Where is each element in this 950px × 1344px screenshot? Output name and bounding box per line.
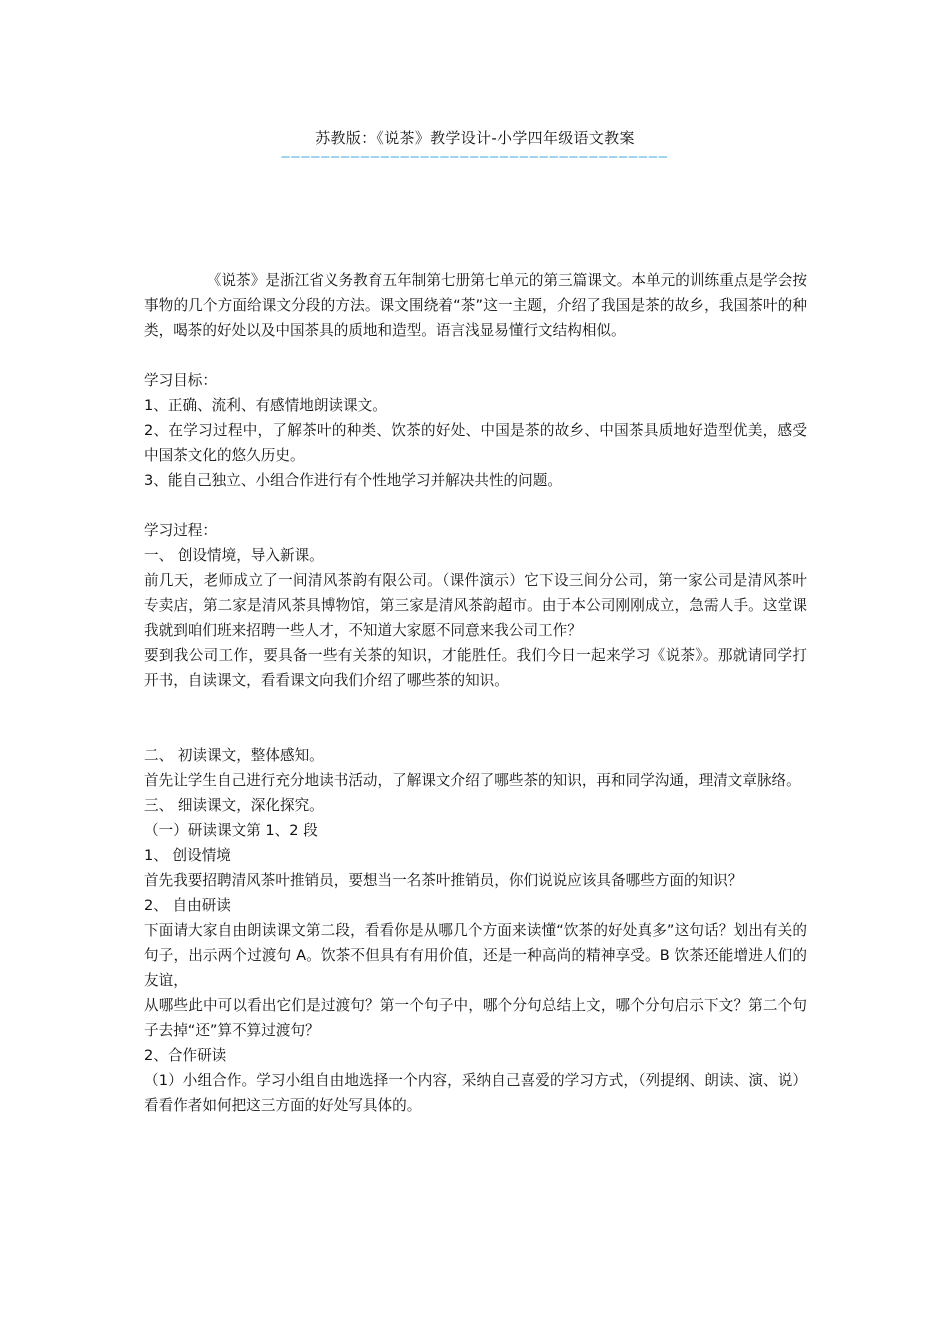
goal-item: 2、在学习过程中，了解茶叶的种类、饮茶的好处、中国是茶的故乡、中国茶具质地好造型优美，感受中国茶文化的悠久历史。 xyxy=(144,422,807,464)
item-title: 2、 自由研读 xyxy=(144,897,231,914)
spacer xyxy=(144,343,807,368)
paragraph: 前几天，老师成立了一间清风茶韵有限公司。（课件演示）它下设三间分公司，第一家公司是清风茶叶专卖店，第二家是清风茶具博物馆，第三家是清风茶韵超市。由于本公司刚刚成立，急需人手。这堂课我就到咱们班来招聘一些人才，不知道大家愿不同意来我公司工作？ xyxy=(144,572,807,639)
paragraph: 下面请大家自由朗读课文第二段，看看你是从哪几个方面来读懂“饮茶的好处真多”这句话？划出有关的句子，出示两个过渡句 A。饮茶不但具有有用价值，还是一种高尚的精神享受。B 饮茶还能增进人们的友谊， xyxy=(144,922,807,989)
spacer xyxy=(144,693,807,743)
subsection-title: （一）研读课文第 1、2 段 xyxy=(144,822,318,839)
document-title: 苏教版：《说茶》教学设计-小学四年级语文教案 xyxy=(315,129,635,147)
paragraph: 从哪些此中可以看出它们是过渡句？第一个句子中，哪个分句总结上文，哪个分句启示下文？第二个句子去掉“还”算不算过渡句？ xyxy=(144,997,807,1039)
item-title: 1、 创设情境 xyxy=(144,847,231,864)
step-title: 三、 细读课文，深化探究。 xyxy=(144,797,324,814)
goal-item: 3、能自己独立、小组合作进行有个性地学习并解决共性的问题。 xyxy=(144,472,562,489)
goal-item: 1、正确、流利、有感情地朗读课文。 xyxy=(144,397,387,414)
spacer xyxy=(144,493,807,518)
goals-heading: 学习目标： xyxy=(144,372,217,389)
step-title: 一、 创设情境，导入新课。 xyxy=(144,547,324,564)
header-divider: ——————————————————————————————————————— xyxy=(281,149,669,165)
document-body xyxy=(144,268,807,1118)
paragraph: 首先让学生自己进行充分地读书活动，了解课文介绍了哪些茶的知识，再和同学沟通，理清文章脉络。 xyxy=(144,772,801,789)
step-title: 二、 初读课文，整体感知。 xyxy=(144,747,324,764)
paragraph: （1）小组合作。学习小组自由地选择一个内容，采纳自己喜爱的学习方式，（列提纲、朗读、演、说）看看作者如何把这三方面的好处写具体的。 xyxy=(144,1072,807,1114)
intro-paragraph: 《说茶》是浙江省义务教育五年制第七册第七单元的第三篇课文。本单元的训练重点是学会按事物的几个方面给课文分段的方法。课文围绕着“茶”这一主题，介绍了我国是茶的故乡，我国茶叶的种类，喝茶的好处以及中国茶具的质地和造型。语言浅显易懂行文结构相似。 xyxy=(144,272,807,339)
paragraph: 要到我公司工作，要具备一些有关茶的知识，才能胜任。我们今日一起来学习《说茶》。那就请同学打开书，自读课文，看看课文向我们介绍了哪些茶的知识。 xyxy=(144,647,807,689)
process-heading: 学习过程： xyxy=(144,522,217,539)
paragraph: 首先我要招聘清风茶叶推销员，要想当一名茶叶推销员，你们说说应该具备哪些方面的知识？ xyxy=(144,872,743,889)
item-title: 2、合作研读 xyxy=(144,1047,227,1064)
